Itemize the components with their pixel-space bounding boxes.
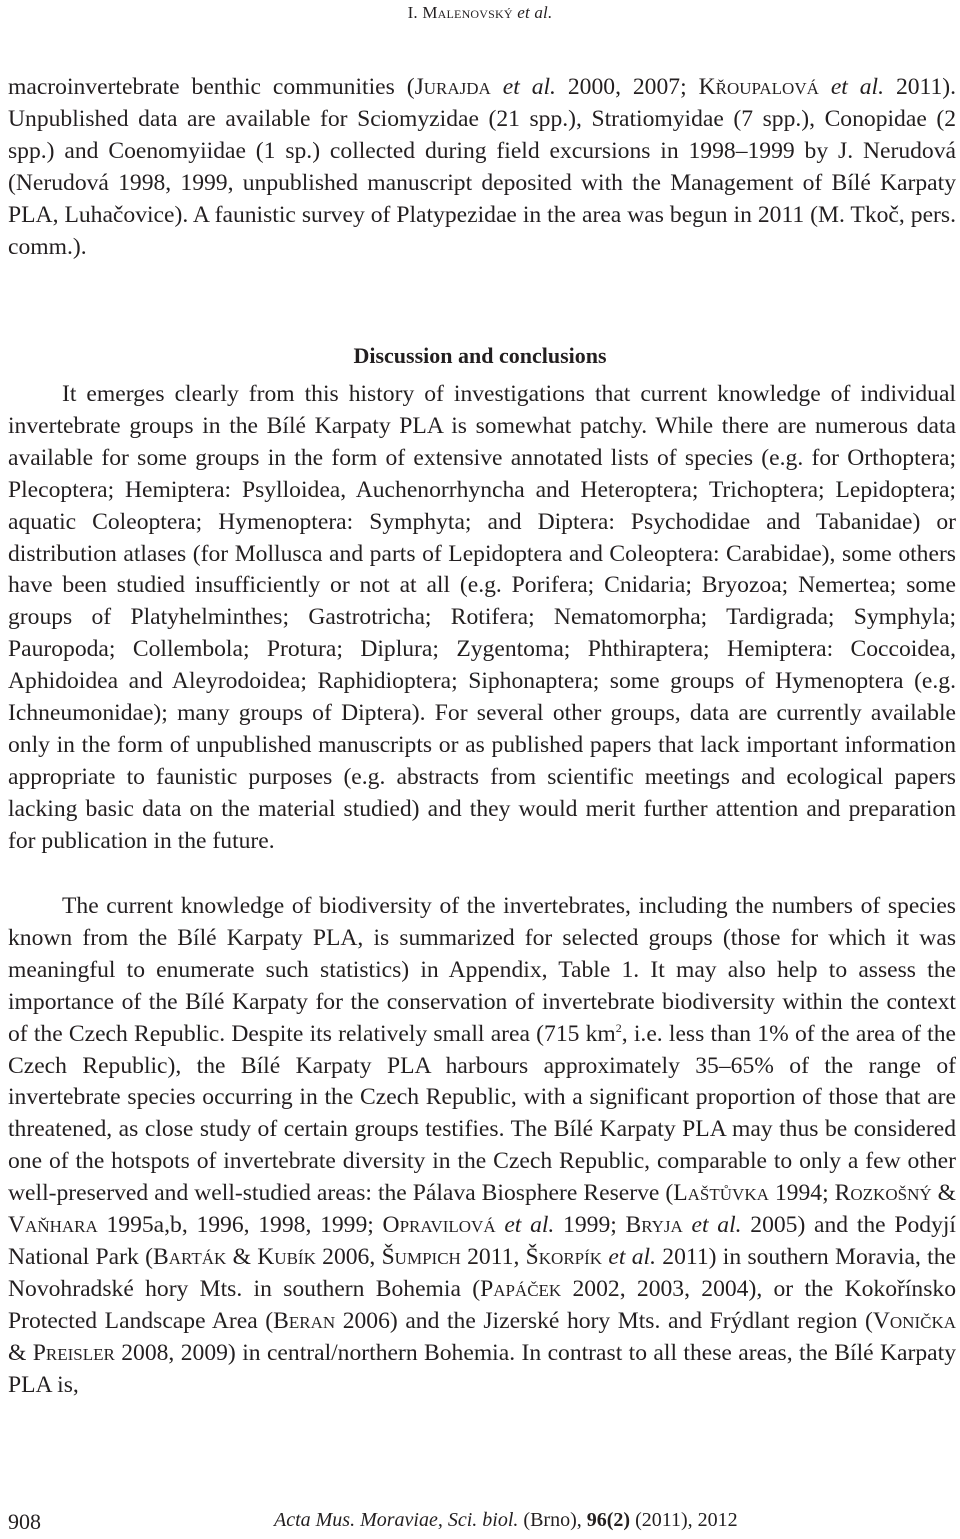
citation-author: Laštůvka: [673, 1180, 769, 1207]
citation-author: Vaňhara: [8, 1212, 98, 1239]
citation-author: Preisler: [32, 1339, 115, 1366]
citation-et-al: et al.: [495, 1212, 555, 1239]
author-surname: Malenovský: [422, 3, 513, 22]
citation-author: Jurajda: [414, 74, 491, 100]
citation-author: Papáček: [480, 1275, 562, 1302]
paragraph-text: 1994;: [768, 1180, 835, 1207]
paragraph-text: &: [8, 1339, 33, 1366]
paragraph-text: 2006) and the Jizerské hory Mts. and Frýdlant region (: [335, 1307, 873, 1334]
intro-text: macroinvertebrate benthic communities (: [8, 74, 415, 100]
paragraph-text: &: [931, 1180, 956, 1207]
superscript: 2: [615, 1020, 622, 1035]
citation-author: Vonička: [872, 1307, 957, 1334]
journal-year: (2011), 2012: [630, 1509, 738, 1531]
citation-author: Křoupalová: [698, 74, 819, 100]
author-et-al: et al.: [512, 3, 553, 22]
citation-et-al: et al.: [682, 1212, 742, 1239]
citation-author: Šumpich: [381, 1243, 461, 1270]
paragraph-text: 2011) in southern Moravia, the Novohradské hory Mts. in southern Bohemia (: [8, 1243, 956, 1302]
paragraph-text: 2008, 2009) in central/northern Bohemia. In contrast to all these areas, the Bílé Karpaty PLA is,: [8, 1339, 956, 1398]
intro-text: 2000, 2007;: [555, 74, 699, 100]
running-head: [0, 3, 960, 23]
author-initial: I.: [407, 3, 423, 22]
citation-author: Rozkošný: [834, 1180, 932, 1207]
citation-author: Kubík: [257, 1243, 316, 1270]
citation-et-al: et al.: [818, 74, 885, 100]
paragraph-text: 1999;: [554, 1212, 626, 1239]
intro-paragraph: [8, 72, 956, 263]
journal-reference: [274, 1509, 738, 1532]
discussion-paragraph-1: [8, 379, 956, 858]
citation-author: Škorpík: [525, 1243, 603, 1270]
paragraph-text: 2005) and the Podyjí National Park (: [8, 1212, 956, 1270]
page-footer: [0, 1503, 960, 1535]
citation-author: Barták: [152, 1243, 227, 1270]
paragraph-text: 1995a,b, 1996, 1998, 1999;: [97, 1212, 383, 1239]
paragraph-text: , i.e. less than 1% of the area of the Czech Republic), the Bílé Karpaty PLA harbours approximately 35–65% of the range of invertebrate species occurring in the Czech Republic, with a significant proportion of those that are threatened, as close study of certain groups testifies. The Bílé Karpaty PLA may thus be considered one of the hotspots of invertebrate diversity in the Czech Republic, comparable to only a few other well-preserved and well-studied areas: the Pálava Biosphere Reserve (: [8, 1020, 956, 1207]
journal-volume: 96(2): [586, 1509, 631, 1531]
intro-text: 2011). Unpublished data are available for Sciomyzidae (21 spp.), Stratiomyidae (7 spp.), Conopidae (2 spp.) and Coenomyiidae (1 sp.) collected during field excursions in 1998–1999 by J. Nerudová (Nerudová 1998, 1999, unpublished manuscript deposited with the Management of Bílé Karpaty PLA, Luhačovice). A faunistic survey of Platypezidae in the area was begun in 2011 (M. Tkoč, pers. comm.).: [8, 74, 957, 260]
page-number: 908: [8, 1509, 41, 1534]
citation-et-al: et al.: [602, 1243, 656, 1270]
paragraph-text: 2011,: [460, 1243, 526, 1270]
citation-author: Opravilová: [382, 1212, 496, 1239]
paragraph-text: 2006,: [315, 1243, 382, 1270]
journal-title: Acta Mus. Moraviae, Sci. biol.: [274, 1509, 519, 1531]
discussion-paragraph-2: [8, 891, 956, 1402]
journal-place: (Brno),: [518, 1509, 587, 1531]
paragraph-text: &: [226, 1243, 258, 1270]
discussion-paragraph-1-text: It emerges clearly from this history of investigations that current knowledge of individual invertebrate groups in the Bílé Karpaty PLA is somewhat patchy. While there are numerous data available for some groups in the form of extensive annotated lists of species (e.g. for Orthoptera; Plecoptera; Hemiptera: Psylloidea, Auchenorrhyncha and Heteroptera; Trichoptera; Lepidoptera; aquatic Coleoptera; Hymenoptera: Symphyta; and Diptera: Psychodidae and Tabanidae) or distribution atlases (for Mollusca and parts of Lepidoptera and Coleoptera: Carabidae), some others have been studied insufficiently or not at all (e.g. Porifera; Cnidaria; Bryozoa; Nemertea; some groups of Platyhelminthes; Gastrotricha; Rotifera; Nematomorpha; Tardigrada; Symphyla; Pauropoda; Collembola; Protura; Diplura; Zygentoma; Phthiraptera; Hemiptera: Coccoidea, Aphidoidea and Aleyrodoidea; Raphidioptera; Siphonaptera; some groups of Hymenoptera (e.g. Ichneumonidae); many groups of Diptera). For several other groups, data are currently available only in the form of unpublished manuscripts or as published papers that lack important information appropriate to faunistic purposes (e.g. abstracts from scientific meetings and ecological papers lacking basic data on the material studied) and they would merit further attention and preparation for publication in the future.: [8, 381, 956, 854]
paragraph-text: 2002, 2003, 2004), or the Kokořínsko Protected Landscape Area (: [8, 1275, 956, 1334]
citation-author: Beran: [273, 1307, 336, 1334]
citation-author: Bryja: [625, 1212, 683, 1239]
section-heading: Discussion and conclusions: [353, 343, 607, 368]
citation-et-al: et al.: [490, 74, 556, 100]
paragraph-text: The current knowledge of biodiversity of the invertebrates, including the numbers of species known from the Bílé Karpaty PLA, is summarized for selected groups (those for which it was meaningful to enumerate such statistics) in Appendix, Table 1. It may also help to assess the importance of the Bílé Karpaty for the conservation of invertebrate biodiversity within the context of the Czech Republic. Despite its relatively small area (715 km: [8, 893, 956, 1047]
